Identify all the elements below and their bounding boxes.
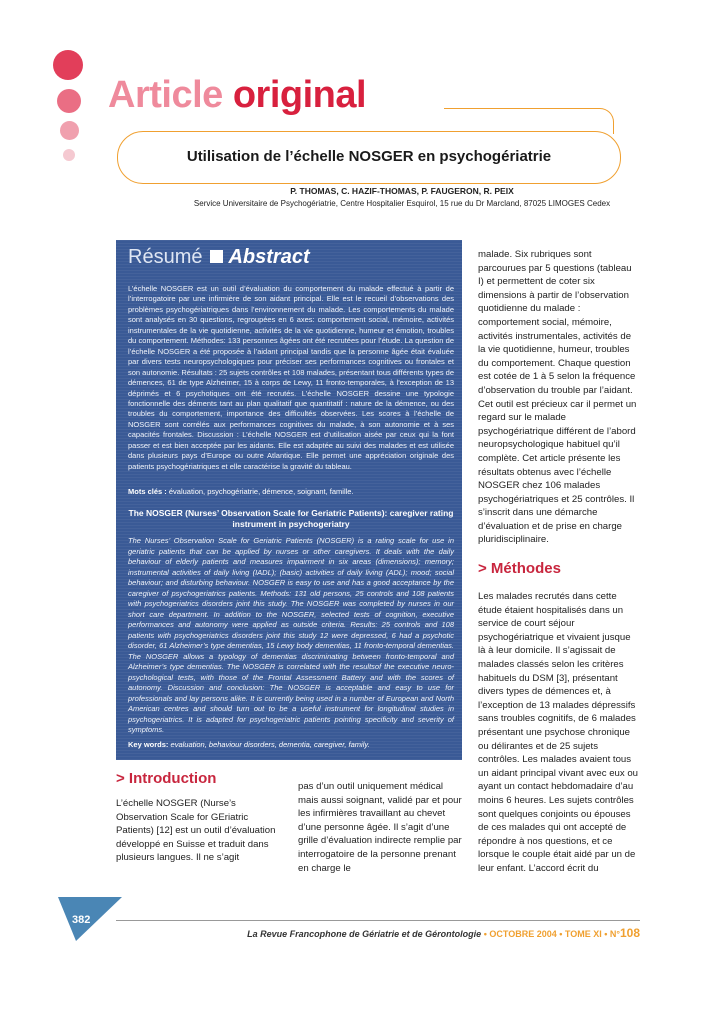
section-label-word1: Article bbox=[108, 74, 223, 116]
decorative-dot-medium bbox=[57, 89, 81, 113]
methodes-heading: > Méthodes bbox=[478, 560, 561, 577]
abstract-english-text: The Nurses’ Observation Scale for Geriatric Patients (NOSGER) is a rating scale for use in geriatric patients that can be applied by nurses or other caregivers. It deals with the daily behaviour of elderly patients and measures impairment in six areas (dimensions); memory; instrumental activities of daily living (IADL); (basic) activities of daily living (ADL); mood; social behaviour; and disturbing behaviour. NOSGER is easy to use and has a good acceptance by the caregiver of psychogeriatrics patients. Methods: 131 old persons, 25 controls and 108 patients with psychogeriatrics disorders joint this study. The NOSGER was completed by nurses in our short care department. In addition to the NOSGER, selected tests of cognition, executive performances and autonomy were applied as outside criteria. Results: 25 controls and 108 patients with psychogeriatrics disorders joint this study 12 were depressed, 6 had a psychotic disorder, 61 Alzheimer’s type dementias, 15 Lewy body dementias, 11 fronto-temporal dementias. The NOSGER allows a typology of dementias discriminating between fronto-temporal and Alzheimer’s type dementias. The NOSGER is correlated with the resultsof the executive neuro-psychological tests, with those of the Frontal Assessment Battery and with the scores of autonomy. Discussion and conclusion: The NOSGER is acceptable and easy to use for professionals and lay persons alike. It is currently being used in a number of European and North American centres and should turn out to be a useful instrument for longitudinal studies in psychogeriatrics. It is adapted for psychogeriatric patients pointing specificity and severity of symptoms. bbox=[128, 536, 454, 734]
article-title: Utilisation de l’échelle NOSGER en psychogériatrie bbox=[186, 148, 552, 165]
decorative-dot-large bbox=[53, 50, 83, 80]
affiliation: Service Universitaire de Psychogériatrie, Centre Hospitalier Esquirol, 15 rue du Dr Marcland, 87025 LIMOGES Cedex bbox=[193, 199, 611, 208]
left-column-paragraph: L’échelle NOSGER (Nurse’s Observation Scale for GEriatric Patients) [12] est un outil d’évaluation développé en Suisse et traduit dans plusieurs langues. Il ne s’agit bbox=[116, 798, 276, 864]
abstract-heading bbox=[128, 246, 310, 269]
french-keywords-label: Mots clés : bbox=[128, 487, 167, 496]
abstract-english-title: The NOSGER (Nurses’ Observation Scale for Geriatric Patients): caregiver rating instrument in psychogeriatry bbox=[128, 508, 454, 529]
introduction-heading: > Introduction bbox=[116, 770, 217, 787]
english-keywords-text: evaluation, behaviour disorders, dementia, caregiver, family. bbox=[170, 740, 370, 749]
french-keywords-text: évaluation, psychogériatrie, démence, soignant, famille. bbox=[168, 487, 354, 496]
decorative-dot-tiny bbox=[63, 149, 75, 161]
right-column-paragraph-2: Les malades recrutés dans cette étude étaient hospitalisés dans un service de court séjour psychogériatrique et vivaient jusque là à leur domicile. Il s’agissait de malades classés selon les critères habituels du DSM [3], présentant divers types de démences et, à l’exception de 13 malades dépressifs sans troubles cognitifs, de 6 malades présentant une psychose chronique ou délirantes et de 25 sujets contrôles. Les malades avaient tous un aidant principal vivant avec eux ou ayant un contact hebdomadaire d’au moins 6 heures. Les sujets contrôles sont quelques conjoints ou épouses de ces malades qui ont accepté de répondre à nos questions, et ce lorsque le couple était aidé par un de leur enfant. L’accord écrit du bbox=[478, 591, 638, 874]
resume-label: Résumé bbox=[128, 246, 203, 268]
abstract-label: Abstract bbox=[228, 246, 310, 268]
footer bbox=[116, 926, 640, 940]
section-label bbox=[108, 74, 366, 117]
journal-name: La Revue Francophone de Gériatrie et de Gérontologie bbox=[247, 929, 482, 939]
abstract-french-text: L’échelle NOSGER est un outil d’évaluation du comportement du malade effectué à partir de l’interrogatoire par une infirmière de son aidant principal. Elle est le recueil d’observations des problèmes psychogériatriques dans l’environnement du malade. Les comportements du malade sont analysés en 30 questions, regroupées en 6 axes: comportement social, mémoire, activités instrumentales de la vie quotidienne, activités de la vie quotidienne, humeur et émotion, troubles du comportement. Méthodes: 133 personnes âgées ont été recrutées pour l’étude. La question de l’échelle NOSGER a été proposée à l’aidant principal tandis que la personne âgée était évaluée par divers tests neuropsychologiques pour préciser ses performances cognitives ou frontales et son autonomie. Résultats : 25 sujets contrôles et 108 malades, présentant tous différents types de démences, 61 de type Alzheimer, 15 à corps de Lewy, 11 fronto-temporales, à l’exception de 13 déprimés et 6 psychotiques ont été recrutés. L’échelle NOSGER dessine une typologie fonctionnelle des déments tant au plan qualitatif que quantitatif : nature de la démence, ou des troubles du comportement, importance des difficultés observées. Les scores à l’échelle de NOSGER sont corrélés aux performances cognitives du malade, à son autonomie et à ses capacités frontales. Discussion : L’échelle NOSGER est d’utilisation aisée par ceux qui la font passer et est bien acceptée par les aidants. Elle est adaptée au suivi des malades et est utilisée dans plusieurs pays d’Europe ou outre Atlantique. Elle permet une appréciation originale des patients psychogériatriques et elle caractérise la gravité du tableau. bbox=[128, 284, 454, 471]
footer-divider bbox=[116, 920, 640, 921]
english-keywords bbox=[128, 740, 454, 749]
issue-info: • OCTOBRE 2004 • TOME XI • N° bbox=[483, 929, 620, 939]
square-separator-icon bbox=[210, 250, 223, 263]
authors: P. THOMAS, C. HAZIF-THOMAS, P. FAUGERON, R. PEIX bbox=[290, 186, 514, 196]
issue-number: 108 bbox=[619, 926, 640, 940]
page-number: 382 bbox=[72, 914, 91, 926]
decorative-dot-small bbox=[60, 121, 79, 140]
right-column-paragraph-1: malade. Six rubriques sont parcourues par 5 questions (tableau I) et permettent de coter six dimensions à partir de l’observation quotidienne du malade : comportement social, mémoire, activités instrumentales, activités de la vie quotidienne, humeur, troubles du comportement. Chaque question est cotée de 1 à 5 selon la fréquence d’observation du trouble par l’aidant. Cet outil est précieux car il permet un regard sur le malade psychogériatrique différent de l’abord neuropsychologique habituel qu’il complète. Cet article présente les résultats obtenus avec l’échelle NOSGER chez 106 malades psychogériatriques et 25 contrôles. Il s’inscrit dans une démarche d’évaluation et de prise en charge pluridisciplinaire. bbox=[478, 249, 637, 546]
english-keywords-label: Key words: bbox=[128, 740, 169, 749]
middle-column-paragraph: pas d’un outil uniquement médical mais aussi soignant, validé par et pour les infirmières travaillant au chevet d’une personne âgée. Il s’agit d’une grille d’évaluation indirecte remplie par interrogatoire de la personne prenant en charge le bbox=[298, 781, 462, 874]
abstract-box bbox=[116, 240, 462, 760]
section-label-word2: original bbox=[232, 74, 367, 116]
french-keywords bbox=[128, 487, 454, 496]
